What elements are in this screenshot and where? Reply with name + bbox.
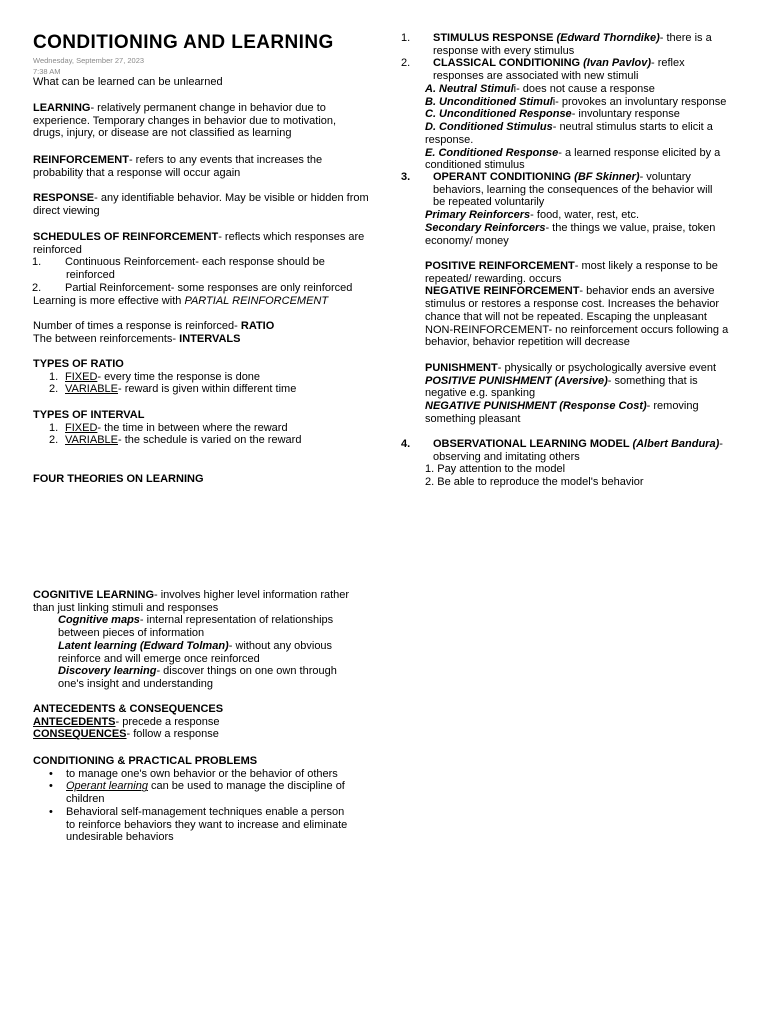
punishment-text: - physically or psychologically aversive event [497,362,716,374]
classical-term-b-label: B. Unconditioned Stimul [425,95,553,108]
cognitive-item-1-term: Cognitive maps [58,614,140,627]
theory-2-author: (Ivan Pavlov) [583,57,651,70]
four-theories-heading: FOUR THEORIES ON LEARNING [33,473,204,485]
theory-3 [401,171,717,209]
ratio-item-2-text: - reward is given within different time [118,383,297,396]
classical-terms [425,83,727,172]
observational-step-1: 1. Pay attention to the model [425,463,566,476]
classical-term-c-text: - involuntary response [571,108,680,121]
theory-4 [401,438,729,463]
interval-item-2: 2. VARIABLE- the schedule is varied on the reward [49,434,302,447]
schedules-text: - reflects which responses are reinforced [33,231,365,256]
theory-2 [401,57,717,83]
theory-3-term: OPERANT CONDITIONING [433,171,575,183]
types-of-interval [33,409,301,447]
positive-punishment-text: - something that is negative e.g. spanking [425,374,698,400]
practical-bullet-1-text: to manage one's own behavior or the behavior of others [66,767,338,780]
classical-term-c-label: C. Unconditioned Response [425,108,572,121]
ratio-item-2-term: VARIABLE [65,383,118,396]
schedules-item-1: 1. Continuous Reinforcement- each response should be reinforced [32,256,325,282]
positive-punishment [425,375,725,400]
non-reinforcement: NON-REINFORCEMENT- no reinforcement occurs following a behavior, behavior repetition will decrease [425,323,729,349]
interval-item-1-term: FIXED [65,421,98,434]
cognitive-item-1-text: - internal representation of relationships between pieces of information [58,614,334,640]
cognitive-item-3-term: Discovery learning [58,665,157,678]
classical-term-e [425,147,727,172]
types-interval-heading: TYPES OF INTERVAL [33,409,145,421]
learning-term: LEARNING [33,102,91,114]
punishment [425,362,725,375]
page-date: Wednesday, September 27, 2023 [33,56,145,65]
cognitive-text: - involves higher level information rather than just linking stimuli and responses [33,589,350,614]
schedules-item-2: 2. Partial Reinforcement- some responses are only reinforced [32,281,353,294]
classical-term-d [425,121,727,146]
interval-item-2-text: - the schedule is varied on the reward [118,434,302,447]
theory-2-num: 2. [401,57,411,70]
negative-punishment-term: NEGATIVE PUNISHMENT (Response Cost) [425,400,647,413]
theory-1-term: STIMULUS RESPONSE [433,32,557,44]
consequences-text: - follow a response [126,728,219,741]
positive-reinforcement [425,260,731,285]
punishment-section [425,362,725,426]
theories-1-2 [401,32,717,83]
cognitive-term: COGNITIVE LEARNING [33,589,155,601]
learning-definition [33,102,353,140]
theory-3-author: (BF Skinner) [574,171,640,183]
ratio-line-text: Number of times a response is reinforced- [33,320,241,332]
practical-heading: CONDITIONING & PRACTICAL PROBLEMS [33,755,258,767]
classical-term-a-text: i- does not cause a response [513,83,655,95]
theory-2-text: - reflex responses are associated with new stimuli [433,57,685,83]
response-text: - any identifiable behavior. May be visible or hidden from direct viewing [33,192,369,217]
theory-4-term: OBSERVATIONAL LEARNING MODEL [433,438,633,450]
antecedents-text: - precede a response [115,715,220,728]
cognitive-item-3 [33,665,358,690]
theory-3-num: 3. [401,171,411,183]
response-definition [33,192,373,217]
antecedents-line [33,716,223,729]
observational-step-2: 2. Be able to reproduce the model's behavior [425,476,644,489]
interval-line-text: The between reinforcements- [33,332,180,345]
consequences-term: CONSEQUENCES [33,728,127,741]
theory-1-text: - there is a response with every stimulus [433,32,712,57]
theory-4-section [401,438,729,489]
interval-item-1-text: - the time in between where the reward [97,421,288,434]
negative-punishment [425,400,725,425]
antecedents-term: ANTECEDENTS [33,715,116,728]
ratio-line [33,320,274,333]
classical-term-d-label: D. Conditioned Stimulus [425,121,553,134]
positive-reinforcement-text: - most likely a response to be repeated/ rewarding. occurs [425,260,718,285]
page-time: 7:38 AM [33,67,61,76]
practical-bullet-1: • to manage one's own behavior or the behavior of others [49,767,338,780]
cognitive-item-2 [33,640,358,665]
ratio-item-1: 1. FIXED- every time the response is done [49,370,261,383]
interval-item-1: 1. FIXED- the time in between where the reward [49,421,288,434]
cognitive-item-1 [33,614,358,639]
classical-term-a-label: A. Neutral Stimul [425,83,514,95]
antecedents-section [33,703,223,741]
theory-3-text: - voluntary behaviors, learning the consequences of the behavior will be repeated voluntarily [433,171,713,209]
practical-bullet-3-text: Behavioral self-management techniques enable a person to reinforce behaviors they want to increase and eliminate undesirable behaviors [66,805,348,844]
interval-item-2-term: VARIABLE [65,434,118,447]
classical-term-e-text: - a learned response elicited by a conditioned stimulus [425,146,721,172]
ratio-item-1-text: - every time the response is done [97,370,261,383]
classical-term-c [425,108,727,121]
primary-reinforcers-term: Primary Reinforcers [425,209,531,222]
classical-term-b [425,96,727,109]
types-ratio-heading: TYPES OF RATIO [33,358,124,370]
response-term: RESPONSE [33,192,95,204]
page-title: CONDITIONING AND LEARNING [33,32,334,53]
schedules-term: SCHEDULES OF REINFORCEMENT [33,231,219,243]
theory-2-term: CLASSICAL CONDITIONING [433,57,584,70]
cognitive-item-2-text: - without any obvious reinforce and will emerge once reinforced [58,639,333,665]
classical-term-d-text: - neutral stimulus starts to elicit a response. [425,121,713,146]
practical-section [33,755,355,844]
learning-text: - relatively permanent change in behavior due to experience. Temporary changes in behavior due to motivation, drugs, injury, or disease are not classified as learning [33,102,337,140]
negative-reinforcement-text: - behavior ends an aversive stimulus or restores a response cost. Increases the behavior chance that will not be repeated. Escaping the unpleasant [425,285,720,323]
negative-reinforcement [425,285,731,323]
interval-line-emph: INTERVALS [179,332,241,345]
schedules-section [33,231,373,307]
positive-punishment-term: POSITIVE PUNISHMENT (Aversive) [425,374,608,387]
schedules-item-2-text: Partial Reinforcement- some responses are only reinforced [65,281,353,294]
negative-reinforcement-term: NEGATIVE REINFORCEMENT [425,285,580,298]
types-of-ratio [33,358,296,396]
theory-4-num: 4. [401,438,411,450]
antecedents-heading: ANTECEDENTS & CONSEQUENCES [33,703,224,715]
schedules-note-emph: PARTIAL REINFORCEMENT [184,294,329,307]
practical-bullet-3: • Behavioral self-management techniques enable a person to reinforce behaviors they want to increase and eliminate undesirable behaviors [49,805,348,844]
intro-line: What can be learned can be unlearned [33,76,223,88]
cognitive-item-3-text: - discover things on one own through one's insight and understanding [58,665,337,690]
punishment-term: PUNISHMENT [425,362,498,374]
interval-line [33,333,274,346]
practical-bullet-2: • Operant learning can be used to manage the discipline of children [49,780,345,806]
ratio-interval-lines [33,320,274,345]
ratio-item-2: 2. VARIABLE- reward is given within different time [49,383,297,396]
negative-punishment-text: - removing something pleasant [425,400,699,425]
theory-4-author: (Albert Bandura) [632,438,720,450]
classical-term-e-label: E. Conditioned Response [425,146,559,159]
schedules-definition [33,231,373,256]
ratio-line-emph: RATIO [240,320,275,332]
secondary-reinforcers-term: Secondary Reinforcers [425,221,546,234]
theory-1 [401,32,717,57]
positive-reinforcement-term: POSITIVE REINFORCEMENT [425,260,575,272]
schedules-item-1-text: Continuous Reinforcement- each response should be reinforced [65,256,325,282]
reinforcement-definition [33,154,333,179]
theory-1-num: 1. [401,32,411,44]
consequences-line [33,728,223,741]
cognitive-section [33,589,358,691]
practical-bullet-2-text: can be used to manage the discipline of children [66,780,345,806]
schedules-note-prefix: Learning is more effective with [33,294,185,307]
ratio-item-1-term: FIXED [65,370,98,383]
reinforcement-types [425,260,731,349]
theory-3-section [401,171,717,247]
primary-reinforcers [417,209,717,222]
secondary-reinforcers [417,222,717,247]
cognitive-item-2-term: Latent learning (Edward Tolman) [58,639,229,652]
reinforcement-text: - refers to any events that increases the probability that a response will occur again [33,154,323,179]
theory-4-text: - observing and imitating others [433,438,723,463]
classical-term-a [425,83,727,96]
primary-reinforcers-text: - food, water, rest, etc. [530,209,639,222]
theory-1-author: (Edward Thorndike) [556,32,660,44]
schedules-note [33,295,373,308]
classical-term-b-text: i- provokes an involuntary response [552,95,727,108]
reinforcement-term: REINFORCEMENT [33,154,129,166]
secondary-reinforcers-text: - the things we value, praise, token economy/ money [425,221,716,247]
cognitive-definition [33,589,358,614]
practical-bullet-2-term: Operant learning [66,780,148,793]
